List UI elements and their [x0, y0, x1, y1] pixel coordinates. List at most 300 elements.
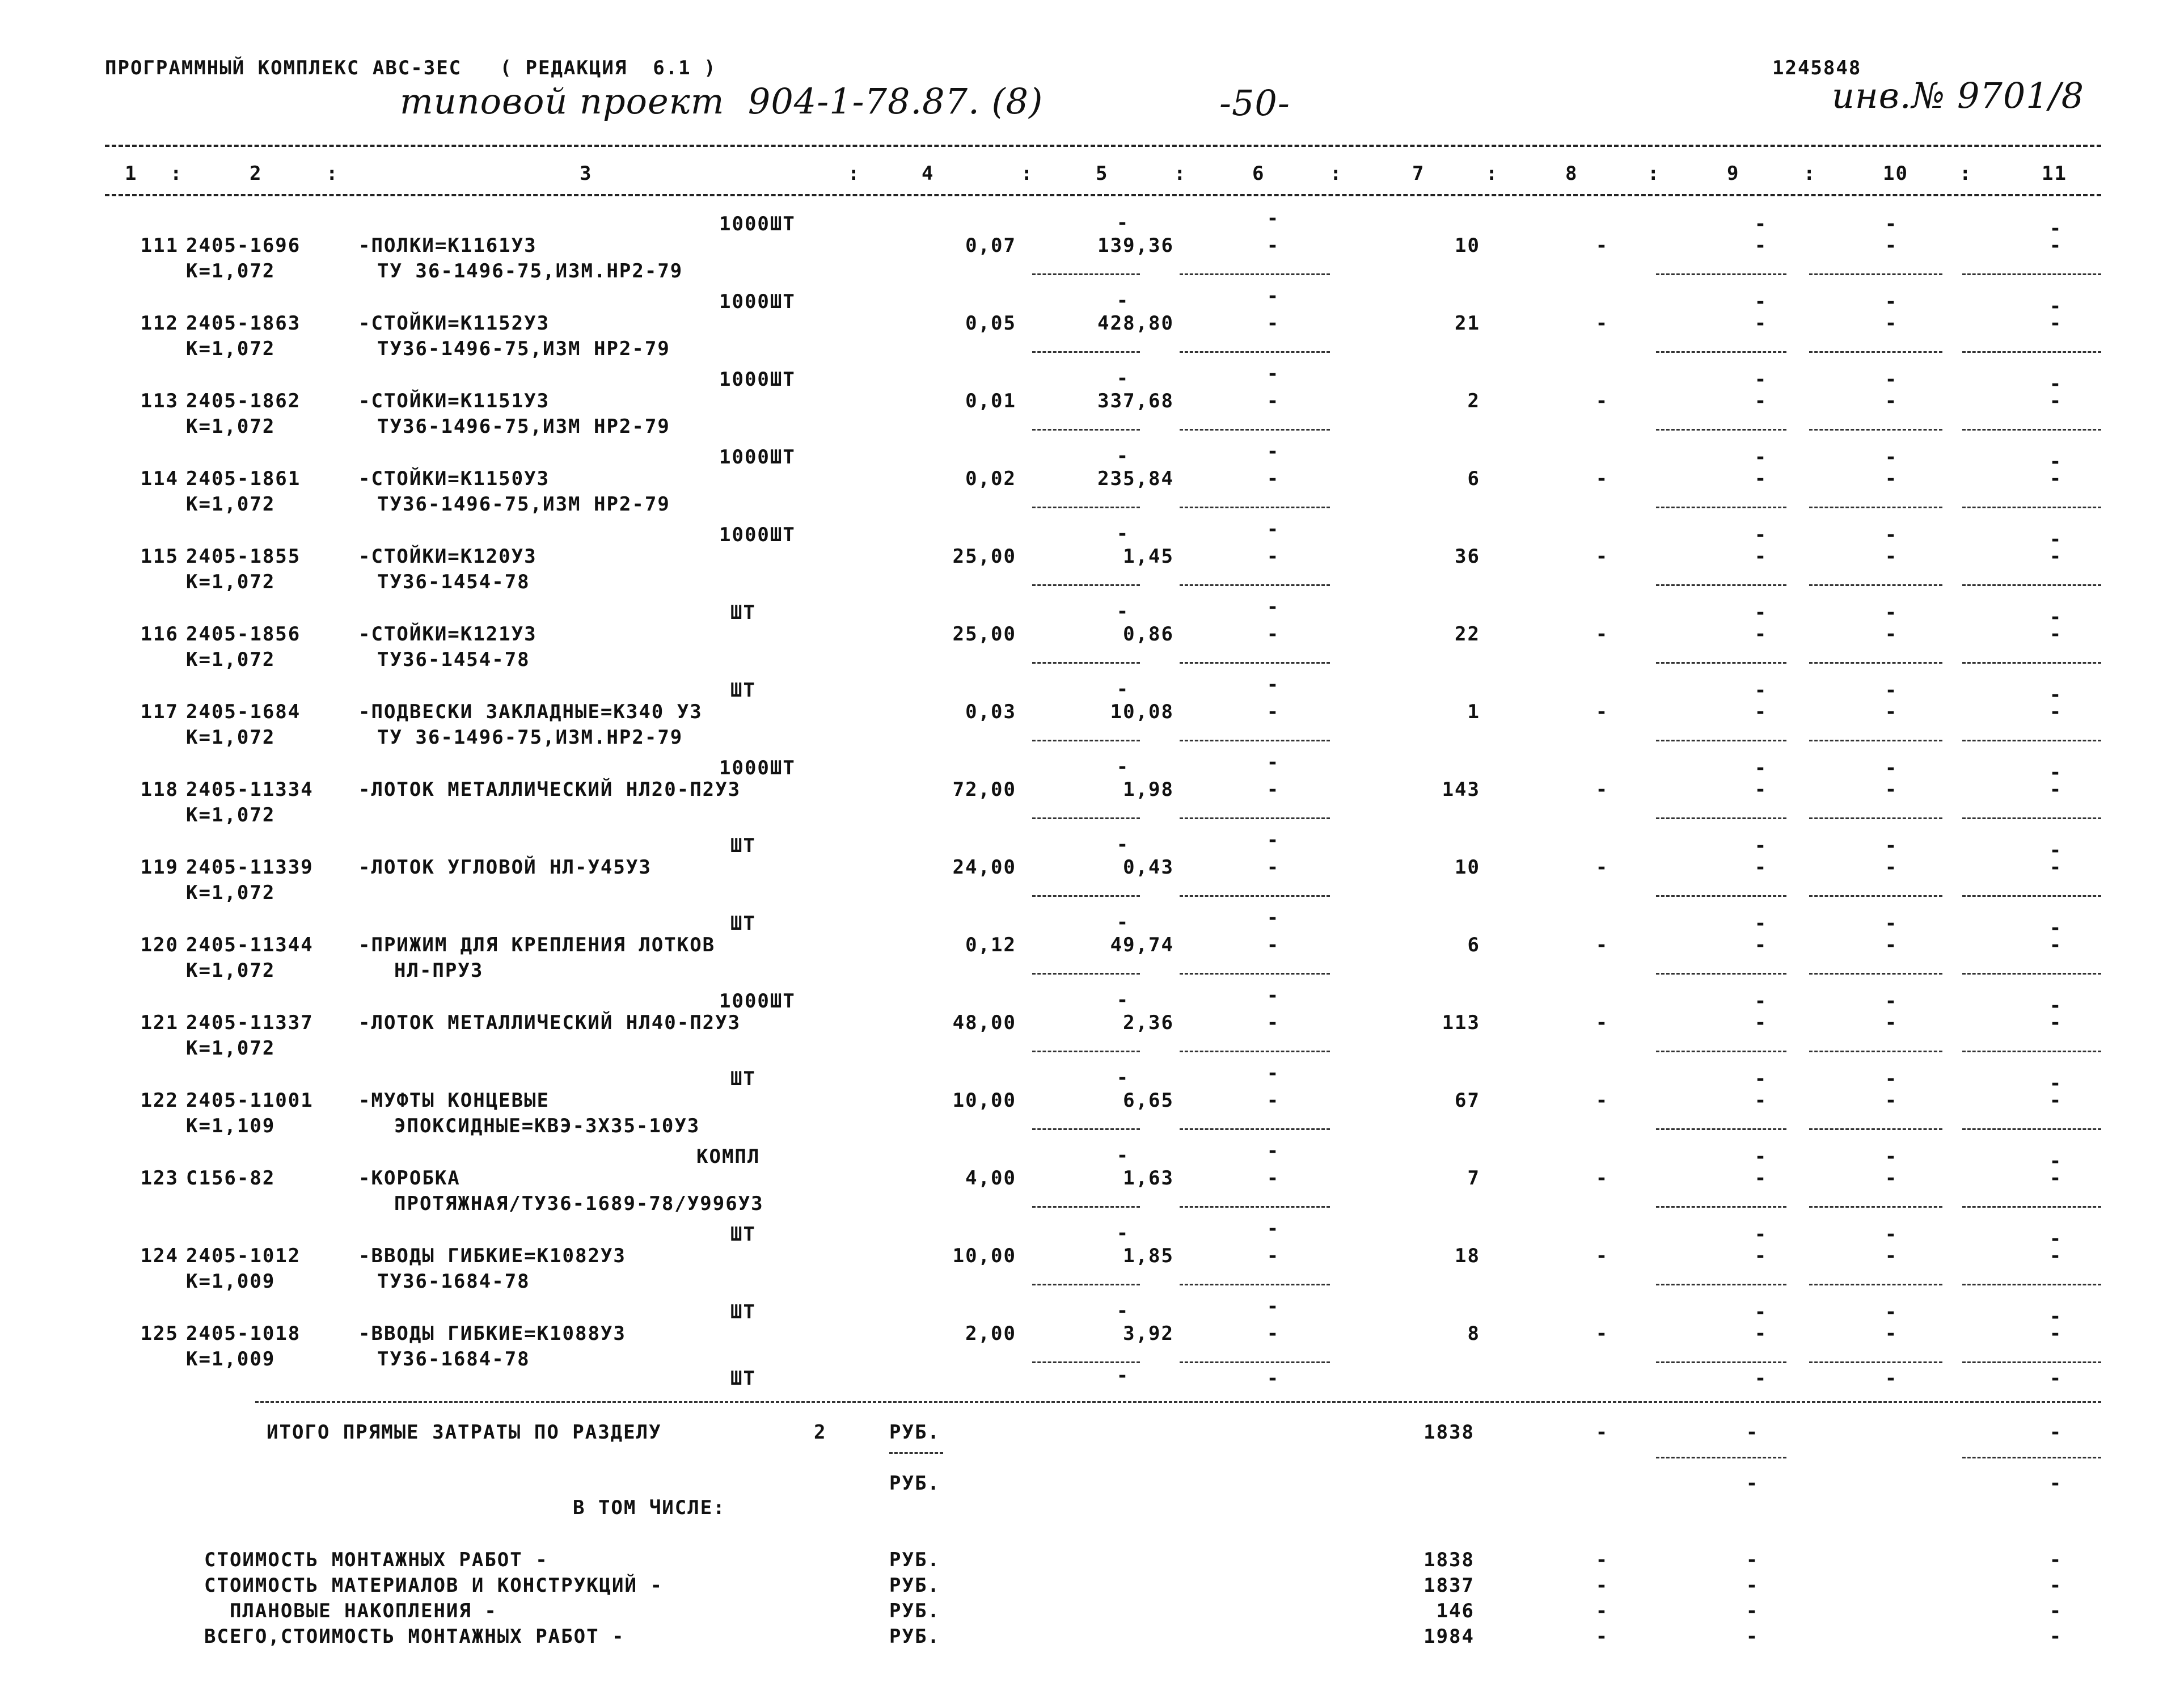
unit-cost-value: 1,45 [1123, 545, 1174, 568]
cell-rule [1962, 584, 2101, 586]
dash-mark: - [2049, 528, 2063, 551]
dash-mark: - [1754, 912, 1768, 935]
program-title: ПРОГРАММНЫЙ КОМПЛЕКС АВС-ЗЕС ( РЕДАКЦИЯ 6.1 ) [105, 57, 717, 79]
unit-label: ШТ [730, 912, 756, 935]
dash-mark: - [1595, 390, 1609, 412]
column-separator: : [1021, 162, 1034, 185]
dash-mark: - [1885, 213, 1898, 235]
item-name: -МУФТЫ КОНЦЕВЫЕ [358, 1089, 550, 1112]
cell-rule [1656, 895, 1786, 897]
coefficient: K=1,072 [186, 571, 276, 593]
total-cost-value: 6 [1467, 467, 1480, 490]
quantity-value: 48,00 [952, 1011, 1016, 1034]
price-code: 2405-11339 [186, 856, 314, 879]
cell-rule [1656, 973, 1786, 975]
dash-mark: - [1595, 545, 1609, 568]
dash-mark: - [1266, 856, 1280, 879]
dash-mark: - [1754, 368, 1768, 391]
cell-rule [1962, 273, 2101, 275]
row-number: 120 [140, 934, 179, 956]
including-heading: В ТОМ ЧИСЛЕ: [573, 1496, 726, 1519]
dash-mark: - [1885, 524, 1898, 546]
cell-rule [1180, 273, 1330, 275]
quantity-value: 0,12 [965, 934, 1016, 956]
dash-mark: - [1754, 545, 1768, 568]
unit-cost-value: 10,08 [1110, 701, 1174, 723]
dash-mark: - [1595, 623, 1609, 646]
dash-mark: - [1116, 678, 1130, 701]
cell-rule [1180, 817, 1330, 819]
dash-mark: - [2049, 1421, 2063, 1444]
dash-mark: - [2049, 1072, 2063, 1095]
dash-mark: - [1885, 601, 1898, 624]
price-code: 2405-1684 [186, 701, 301, 723]
unit-cost-value: 337,68 [1097, 390, 1174, 412]
coefficient: K=1,072 [186, 726, 276, 749]
cell-rule [1809, 1284, 1942, 1285]
unit-cost-value: 235,84 [1097, 467, 1174, 490]
price-code: 2405-1012 [186, 1245, 301, 1267]
dash-mark: - [1885, 545, 1898, 568]
total-cost-value: 18 [1455, 1245, 1480, 1267]
dash-mark: - [1595, 1549, 1609, 1571]
cell-rule [1809, 273, 1942, 275]
summary-line-label: СТОИМОСТЬ МОНТАЖНЫХ РАБОТ - [204, 1549, 548, 1571]
coefficient: K=1,072 [186, 493, 276, 516]
cell-rule [1180, 507, 1330, 508]
unit-label: ШТ [730, 679, 756, 702]
coefficient: K=1,072 [186, 260, 276, 282]
cell-rule [1032, 351, 1140, 353]
cell-rule [1180, 584, 1330, 586]
total-cost-value: 67 [1455, 1089, 1480, 1112]
dash-mark: - [1885, 1089, 1898, 1112]
cell-rule [1032, 740, 1140, 741]
column-separator: : [1330, 162, 1343, 185]
dash-mark: - [1885, 778, 1898, 801]
dash-mark: - [1885, 1301, 1898, 1323]
dash-mark: - [1266, 906, 1280, 929]
dash-mark: - [2049, 761, 2063, 784]
cell-rule [1180, 1206, 1330, 1208]
dash-mark: - [1595, 234, 1609, 257]
dash-mark: - [1116, 1364, 1130, 1387]
dash-mark: - [1885, 312, 1898, 335]
quantity-value: 25,00 [952, 623, 1016, 646]
dash-mark: - [1266, 545, 1280, 568]
quantity-value: 0,05 [965, 312, 1016, 335]
total-cost-value: 8 [1467, 1322, 1480, 1345]
cell-rule [1656, 1206, 1786, 1208]
item-spec: ПРОТЯЖНАЯ/ТУ36-1689-78/У996У3 [394, 1192, 764, 1215]
price-code: 2405-1863 [186, 312, 301, 335]
dash-mark: - [1885, 990, 1898, 1013]
cell-rule [1032, 1128, 1140, 1130]
dash-mark: - [1116, 911, 1130, 934]
second-unit: РУБ. [889, 1472, 940, 1495]
coefficient: K=1,072 [186, 804, 276, 827]
cell-rule [1032, 273, 1140, 275]
cell-rule [1809, 429, 1942, 431]
dash-mark: - [1595, 1011, 1609, 1034]
dash-mark: - [2049, 994, 2063, 1017]
dash-mark: - [1266, 701, 1280, 723]
dash-mark: - [1885, 679, 1898, 702]
unit-label: ШТ [730, 601, 756, 624]
unit-label: 1000ШТ [719, 524, 796, 546]
row-number: 112 [140, 312, 179, 335]
dash-mark: - [2049, 312, 2063, 335]
price-code: 2405-1862 [186, 390, 301, 412]
quantity-value: 25,00 [952, 545, 1016, 568]
item-spec: ТУ36-1496-75,ИЗМ НР2-79 [377, 338, 670, 360]
cell-rule [1809, 1051, 1942, 1052]
dash-mark: - [1885, 623, 1898, 646]
column-number-7: 7 [1412, 162, 1425, 185]
column-number-3: 3 [580, 162, 593, 185]
dash-mark: - [1595, 701, 1609, 723]
dash-mark: - [2049, 1150, 2063, 1173]
item-name: -ПОДВЕСКИ ЗАКЛАДНЫЕ=К340 У3 [358, 701, 703, 723]
item-spec: ТУ36-1454-78 [377, 571, 530, 593]
dash-mark: - [1266, 1089, 1280, 1112]
dash-mark: - [1266, 829, 1280, 851]
cell-rule [1032, 507, 1140, 508]
dash-mark: - [1266, 467, 1280, 490]
cell-rule [1656, 351, 1786, 353]
cell-rule [1809, 662, 1942, 664]
cell-rule [1962, 817, 2101, 819]
cell-rule [1962, 973, 2101, 975]
unit-label: ШТ [730, 834, 756, 857]
row-number: 123 [140, 1167, 179, 1190]
column-separator: : [848, 162, 861, 185]
dash-mark: - [1885, 1167, 1898, 1190]
row-number: 121 [140, 1011, 179, 1034]
top-rule [105, 145, 2101, 147]
column-number-10: 10 [1883, 162, 1908, 185]
column-header-rule [105, 194, 2101, 196]
column-number-5: 5 [1096, 162, 1109, 185]
row-number: 124 [140, 1245, 179, 1267]
dash-mark: - [1595, 1089, 1609, 1112]
cell-rule [1032, 662, 1140, 664]
dash-mark: - [2049, 606, 2063, 629]
unit-cost-value: 428,80 [1097, 312, 1174, 335]
price-code: 2405-11334 [186, 778, 314, 801]
column-number-1: 1 [125, 162, 138, 185]
quantity-value: 0,02 [965, 467, 1016, 490]
cell-rule [1656, 817, 1786, 819]
row-number: 125 [140, 1322, 179, 1345]
dash-mark: - [1754, 1367, 1768, 1390]
dash-mark: - [1266, 312, 1280, 335]
price-code: 2405-11337 [186, 1011, 314, 1034]
cell-rule [1180, 895, 1330, 897]
item-name: -ЛОТОК МЕТАЛЛИЧЕСКИЙ НЛ20-П2У3 [358, 778, 741, 801]
unit-cost-value: 1,98 [1123, 778, 1174, 801]
item-name: -ВВОДЫ ГИБКИЕ=К1082У3 [358, 1245, 626, 1267]
dash-mark: - [1746, 1421, 1759, 1444]
total-cost-value: 1 [1467, 701, 1480, 723]
dash-mark: - [1266, 1011, 1280, 1034]
unit-cost-value: 0,86 [1123, 623, 1174, 646]
dash-mark: - [2049, 934, 2063, 956]
dash-mark: - [1266, 1062, 1280, 1085]
dash-mark: - [1116, 289, 1130, 312]
total-cost-value: 21 [1455, 312, 1480, 335]
cell-rule [1656, 1128, 1786, 1130]
dash-mark: - [2049, 1600, 2063, 1622]
total-cost-value: 143 [1442, 778, 1480, 801]
summary-line-unit: РУБ. [889, 1600, 940, 1622]
dash-mark: - [1885, 467, 1898, 490]
summary-line-unit: РУБ. [889, 1625, 940, 1648]
item-name: -КОРОБКА [358, 1167, 461, 1190]
coefficient: K=1,072 [186, 338, 276, 360]
document-number: 1245848 [1772, 57, 1862, 79]
dash-mark: - [1754, 446, 1768, 469]
cell-rule [1032, 973, 1140, 975]
cell-rule [1180, 429, 1330, 431]
cell-rule [1656, 1361, 1786, 1363]
coefficient: K=1,072 [186, 648, 276, 671]
dash-mark: - [1266, 518, 1280, 541]
column-number-4: 4 [922, 162, 935, 185]
summary-line-value: 1838 [1423, 1549, 1475, 1571]
dash-mark: - [1754, 1245, 1768, 1267]
unit-cost-value: 1,85 [1123, 1245, 1174, 1267]
dash-mark: - [2049, 234, 2063, 257]
dash-mark: - [1116, 367, 1130, 390]
dash-mark: - [2049, 1011, 2063, 1034]
unit-cost-value: 1,63 [1123, 1167, 1174, 1190]
coefficient: K=1,072 [186, 882, 276, 904]
dash-mark: - [2049, 1305, 2063, 1328]
dash-mark: - [1266, 934, 1280, 956]
dash-mark: - [2049, 295, 2063, 318]
dash-mark: - [1754, 778, 1768, 801]
dash-mark: - [1754, 1167, 1768, 1190]
coefficient: K=1,072 [186, 1037, 276, 1060]
dash-mark: - [1754, 1089, 1768, 1112]
dash-mark: - [1595, 778, 1609, 801]
total-section-number: 2 [814, 1421, 827, 1444]
quantity-value: 0,07 [965, 234, 1016, 257]
total-cost-value: 7 [1467, 1167, 1480, 1190]
price-code: 2405-1855 [186, 545, 301, 568]
unit-label: 1000ШТ [719, 446, 796, 469]
total-cost-value: 22 [1455, 623, 1480, 646]
dash-mark: - [1754, 1068, 1768, 1090]
dash-mark: - [1266, 984, 1280, 1007]
dash-mark: - [1116, 756, 1130, 778]
dash-mark: - [1885, 1068, 1898, 1090]
row-number: 122 [140, 1089, 179, 1112]
cell-rule [1962, 507, 2101, 508]
column-number-9: 9 [1727, 162, 1740, 185]
dash-mark: - [2049, 390, 2063, 412]
dash-mark: - [2049, 1472, 2063, 1495]
item-name: -ВВОДЫ ГИБКИЕ=К1088У3 [358, 1322, 626, 1345]
dash-mark: - [1266, 1167, 1280, 1190]
total-cost-value: 6 [1467, 934, 1480, 956]
cell-rule [1809, 584, 1942, 586]
dash-mark: - [1754, 390, 1768, 412]
row-number: 111 [140, 234, 179, 257]
item-spec: ТУ 36-1496-75,ИЗМ.НР2-79 [377, 726, 683, 749]
column-number-8: 8 [1565, 162, 1578, 185]
cell-rule [1180, 740, 1330, 741]
dash-mark: - [1885, 234, 1898, 257]
dash-mark: - [1116, 600, 1130, 623]
section-rule [255, 1401, 2101, 1403]
dash-mark: - [2049, 778, 2063, 801]
dash-mark: - [1754, 467, 1768, 490]
item-spec: ТУ36-1496-75,ИЗМ НР2-79 [377, 415, 670, 438]
dash-mark: - [1746, 1472, 1759, 1495]
cell-rule [1962, 1051, 2101, 1052]
cell-rule [1809, 740, 1942, 741]
summary-line-value: 1837 [1423, 1574, 1475, 1597]
row-number: 119 [140, 856, 179, 879]
dash-mark: - [1885, 1245, 1898, 1267]
cell-rule [1962, 740, 2101, 741]
dash-mark: - [1116, 989, 1130, 1011]
dash-mark: - [1595, 934, 1609, 956]
dash-mark: - [1754, 312, 1768, 335]
dash-mark: - [2049, 450, 2063, 473]
cell-rule [1180, 1284, 1330, 1285]
cell-rule [1962, 1361, 2101, 1363]
cell-rule [1962, 895, 2101, 897]
dash-mark: - [1754, 934, 1768, 956]
unit-label: 1000ШТ [719, 757, 796, 779]
summary-line-value: 1984 [1423, 1625, 1475, 1648]
dash-mark: - [1885, 1322, 1898, 1345]
item-name: -ЛОТОК УГЛОВОЙ НЛ-У45У3 [358, 856, 652, 879]
dash-mark: - [1266, 751, 1280, 774]
dash-mark: - [1754, 1145, 1768, 1168]
unit-cost-value: 3,92 [1123, 1322, 1174, 1345]
cell-rule [1656, 273, 1786, 275]
quantity-value: 10,00 [952, 1089, 1016, 1112]
total-cost-value: 2 [1467, 390, 1480, 412]
item-name: -СТОЙКИ=К1150У3 [358, 467, 550, 490]
dash-mark: - [1266, 596, 1280, 618]
dash-mark: - [1885, 757, 1898, 779]
dash-mark: - [1885, 368, 1898, 391]
summary-line-unit: РУБ. [889, 1549, 940, 1571]
total-cost-value: 10 [1455, 234, 1480, 257]
dash-mark: - [1266, 234, 1280, 257]
unit-cost-value: 49,74 [1110, 934, 1174, 956]
dash-mark: - [2049, 1228, 2063, 1250]
unit-label: ШТ [730, 1223, 756, 1246]
item-spec: ТУ 36-1496-75,ИЗМ.НР2-79 [377, 260, 683, 282]
unit-cost-value: 139,36 [1097, 234, 1174, 257]
dash-mark: - [1595, 312, 1609, 335]
item-name: -ПОЛКИ=К1161У3 [358, 234, 537, 257]
price-code: С156-82 [186, 1167, 276, 1190]
dash-mark: - [1266, 1245, 1280, 1267]
dash-mark: - [2049, 373, 2063, 395]
row-number: 118 [140, 778, 179, 801]
dash-mark: - [1754, 990, 1768, 1013]
dash-mark: - [1266, 778, 1280, 801]
cell-rule [1962, 1206, 2101, 1208]
quantity-value: 4,00 [965, 1167, 1016, 1190]
cell-rule [1809, 1128, 1942, 1130]
cell-rule [1656, 662, 1786, 664]
price-code: 2405-1856 [186, 623, 301, 646]
dash-mark: - [1266, 1367, 1280, 1390]
dash-mark: - [1746, 1625, 1759, 1648]
item-name: -ПРИЖИМ ДЛЯ КРЕПЛЕНИЯ ЛОТКОВ [358, 934, 716, 956]
column-separator: : [1174, 162, 1187, 185]
dash-mark: - [2049, 856, 2063, 879]
unit-cost-value: 0,43 [1123, 856, 1174, 879]
summary-line-value: 146 [1436, 1600, 1475, 1622]
unit-label: ШТ [730, 1301, 756, 1323]
page-number-handwritten: -50- [1219, 82, 1290, 124]
item-spec: ТУ36-1684-78 [377, 1348, 530, 1371]
dash-mark: - [1595, 1322, 1609, 1345]
dash-mark: - [1595, 1167, 1609, 1190]
cell-rule [1032, 817, 1140, 819]
dash-mark: - [1595, 1421, 1609, 1444]
dash-mark: - [1595, 856, 1609, 879]
dash-mark: - [1746, 1549, 1759, 1571]
dash-mark: - [1754, 234, 1768, 257]
coefficient: K=1,009 [186, 1270, 276, 1293]
item-name: -ЛОТОК МЕТАЛЛИЧЕСКИЙ НЛ40-П2У3 [358, 1011, 741, 1034]
item-name: -СТОЙКИ=К120У3 [358, 545, 537, 568]
quantity-value: 0,03 [965, 701, 1016, 723]
cell-rule [1180, 973, 1330, 975]
dash-mark: - [1754, 290, 1768, 313]
cell-rule [1656, 507, 1786, 508]
summary-line-label: СТОИМОСТЬ МАТЕРИАЛОВ И КОНСТРУКЦИЙ - [204, 1574, 663, 1597]
summary-line-label: ВСЕГО,СТОИМОСТЬ МОНТАЖНЫХ РАБОТ - [204, 1625, 625, 1648]
dash-mark: - [1754, 1011, 1768, 1034]
summary-unit-rule [889, 1452, 943, 1454]
cell-rule [1809, 895, 1942, 897]
dash-mark: - [1595, 1245, 1609, 1267]
column-separator: : [1959, 162, 1972, 185]
cell-rule [1032, 1284, 1140, 1285]
dash-mark: - [2049, 1245, 2063, 1267]
dash-mark: - [2049, 217, 2063, 240]
cell-rule [1656, 1051, 1786, 1052]
dash-mark: - [2049, 1574, 2063, 1597]
unit-label: 1000ШТ [719, 290, 796, 313]
dash-mark: - [1885, 912, 1898, 935]
quantity-value: 0,01 [965, 390, 1016, 412]
unit-label: ШТ [730, 1068, 756, 1090]
item-name: -СТОЙКИ=К121У3 [358, 623, 537, 646]
dash-mark: - [1116, 833, 1130, 856]
item-spec: НЛ-ПРУ3 [394, 959, 484, 982]
total-cost-value: 113 [1442, 1011, 1480, 1034]
column-separator: : [1803, 162, 1817, 185]
cell-rule [1180, 1361, 1330, 1363]
dash-mark: - [1746, 1600, 1759, 1622]
unit-label: КОМПЛ [696, 1145, 761, 1168]
cell-rule [1180, 351, 1330, 353]
dash-mark: - [1595, 1625, 1609, 1648]
dash-mark: - [1754, 701, 1768, 723]
